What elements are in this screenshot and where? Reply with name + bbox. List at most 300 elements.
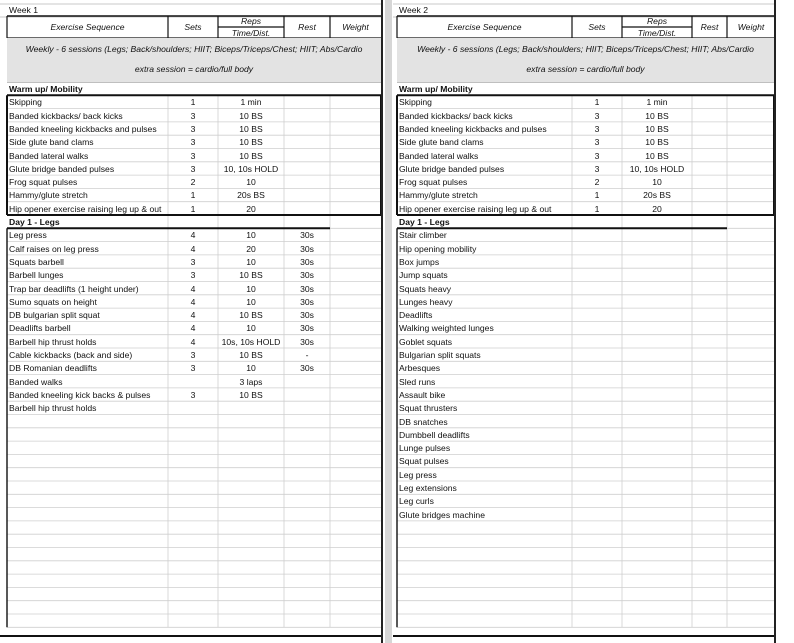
- rest-cell[interactable]: [284, 189, 330, 202]
- reps-cell[interactable]: 10: [246, 256, 256, 267]
- weight-cell[interactable]: [727, 189, 774, 202]
- table-row: [0, 203, 383, 216]
- reps-cell[interactable]: 10: [246, 296, 256, 307]
- rest-cell[interactable]: [692, 189, 727, 202]
- reps-cell[interactable]: [622, 429, 692, 442]
- exercise-name-cell[interactable]: Leg curls: [399, 496, 434, 507]
- sets-cell[interactable]: [572, 296, 622, 309]
- reps-cell[interactable]: 10 BS: [239, 123, 263, 134]
- weight-cell[interactable]: [727, 136, 774, 149]
- rest-cell[interactable]: 30s: [300, 230, 314, 241]
- exercise-name-cell[interactable]: Banded kickbacks/ back kicks: [9, 110, 123, 121]
- weight-cell[interactable]: [727, 376, 774, 389]
- sets-cell[interactable]: [168, 402, 218, 415]
- sets-cell[interactable]: 3: [190, 256, 196, 267]
- weight-cell[interactable]: [727, 283, 774, 296]
- rest-cell[interactable]: [692, 416, 727, 429]
- reps-cell[interactable]: [622, 309, 692, 322]
- rest-cell[interactable]: [284, 110, 330, 123]
- rest-cell[interactable]: [284, 136, 330, 149]
- reps-cell[interactable]: 10 BS: [239, 270, 263, 281]
- sets-cell[interactable]: [572, 283, 622, 296]
- sets-cell[interactable]: 3: [190, 270, 196, 281]
- weight-cell[interactable]: [330, 136, 381, 149]
- sets-cell[interactable]: 3: [190, 110, 196, 121]
- weight-cell[interactable]: [330, 189, 381, 202]
- weight-cell[interactable]: [727, 509, 774, 522]
- reps-cell[interactable]: 10: [246, 363, 256, 374]
- empty-row[interactable]: [393, 615, 776, 628]
- reps-cell[interactable]: 10, 10s HOLD: [223, 163, 279, 174]
- rest-cell[interactable]: [692, 389, 727, 402]
- exercise-name-cell[interactable]: Skipping: [9, 97, 42, 108]
- weight-cell[interactable]: [330, 362, 381, 375]
- rest-cell[interactable]: 30s: [300, 323, 314, 334]
- empty-row[interactable]: [0, 455, 383, 468]
- reps-cell[interactable]: 10: [246, 177, 256, 188]
- reps-cell[interactable]: [622, 229, 692, 242]
- reps-cell[interactable]: 10 BS: [239, 110, 263, 121]
- weight-cell[interactable]: [330, 283, 381, 296]
- reps-cell[interactable]: 10 BS: [645, 110, 669, 121]
- exercise-name-cell[interactable]: Leg press: [9, 230, 47, 241]
- rest-cell[interactable]: [692, 136, 727, 149]
- header-exercise: Exercise Sequence: [447, 22, 522, 32]
- empty-row[interactable]: [0, 535, 383, 548]
- rest-cell[interactable]: 30s: [300, 243, 314, 254]
- rest-cell[interactable]: [692, 349, 727, 362]
- rest-cell[interactable]: [692, 96, 727, 109]
- empty-row[interactable]: [393, 535, 776, 548]
- weight-cell[interactable]: [330, 176, 381, 189]
- reps-cell[interactable]: [218, 402, 284, 415]
- empty-row[interactable]: [0, 509, 383, 522]
- reps-cell[interactable]: [622, 402, 692, 415]
- reps-cell[interactable]: 10 BS: [239, 310, 263, 321]
- sets-cell[interactable]: 1: [190, 97, 196, 108]
- weight-cell[interactable]: [727, 455, 774, 468]
- rest-cell[interactable]: [692, 309, 727, 322]
- weight-cell[interactable]: [727, 416, 774, 429]
- reps-cell[interactable]: [622, 243, 692, 256]
- reps-cell[interactable]: 10: [246, 323, 256, 334]
- sets-cell[interactable]: 3: [594, 137, 600, 148]
- reps-cell[interactable]: 10 BS: [645, 123, 669, 134]
- sets-cell[interactable]: [572, 349, 622, 362]
- reps-cell[interactable]: 1 min: [240, 97, 262, 108]
- rest-cell[interactable]: [284, 123, 330, 136]
- empty-row[interactable]: [0, 575, 383, 588]
- rest-cell[interactable]: [284, 150, 330, 163]
- rest-cell[interactable]: [692, 296, 727, 309]
- sets-cell[interactable]: 3: [190, 150, 196, 161]
- weight-cell[interactable]: [330, 203, 381, 216]
- rest-cell[interactable]: [284, 96, 330, 109]
- table-row: [393, 176, 776, 189]
- exercise-name-cell[interactable]: Dumbbell deadlifts: [399, 429, 470, 440]
- exercise-name-cell[interactable]: Arbesques: [399, 363, 441, 374]
- exercise-name-cell[interactable]: Sled runs: [399, 376, 436, 387]
- weight-cell[interactable]: [330, 322, 381, 335]
- exercise-name-cell[interactable]: Squats barbell: [9, 256, 64, 267]
- weight-cell[interactable]: [330, 389, 381, 402]
- exercise-name-cell[interactable]: DB bulgarian split squat: [9, 310, 100, 321]
- weight-cell[interactable]: [330, 309, 381, 322]
- rest-cell[interactable]: 30s: [300, 283, 314, 294]
- reps-cell[interactable]: 1 min: [646, 97, 668, 108]
- reps-cell[interactable]: 10s, 10s HOLD: [221, 336, 281, 347]
- rest-cell[interactable]: [692, 123, 727, 136]
- rest-cell[interactable]: [692, 150, 727, 163]
- reps-cell[interactable]: 20s BS: [643, 190, 671, 201]
- exercise-name-cell[interactable]: Trap bar deadlifts (1 height under): [9, 283, 139, 294]
- weight-cell[interactable]: [727, 402, 774, 415]
- empty-row[interactable]: [393, 575, 776, 588]
- sets-cell[interactable]: [572, 229, 622, 242]
- weight-cell[interactable]: [330, 163, 381, 176]
- exercise-name-cell[interactable]: Glute bridge banded pulses: [399, 163, 505, 174]
- exercise-name-cell[interactable]: Barbell hip thrust holds: [9, 403, 97, 414]
- weight-cell[interactable]: [330, 229, 381, 242]
- empty-row[interactable]: [393, 549, 776, 562]
- sets-cell[interactable]: 3: [190, 389, 196, 400]
- reps-cell[interactable]: 10 BS: [239, 137, 263, 148]
- rest-cell[interactable]: [692, 362, 727, 375]
- sets-cell[interactable]: [572, 442, 622, 455]
- sets-cell[interactable]: [572, 322, 622, 335]
- empty-row[interactable]: [0, 429, 383, 442]
- reps-cell[interactable]: [622, 442, 692, 455]
- rest-cell[interactable]: [692, 110, 727, 123]
- sets-cell[interactable]: 4: [190, 310, 196, 321]
- rest-cell[interactable]: [692, 429, 727, 442]
- sets-cell[interactable]: 4: [190, 230, 196, 241]
- weight-cell[interactable]: [330, 349, 381, 362]
- sets-cell[interactable]: [572, 416, 622, 429]
- reps-cell[interactable]: 10 BS: [645, 150, 669, 161]
- empty-row[interactable]: [0, 469, 383, 482]
- sets-cell[interactable]: [572, 402, 622, 415]
- rest-cell[interactable]: [692, 402, 727, 415]
- sets-cell[interactable]: 3: [190, 137, 196, 148]
- rest-cell[interactable]: 30s: [300, 256, 314, 267]
- sets-cell[interactable]: [572, 336, 622, 349]
- rest-cell[interactable]: [692, 469, 727, 482]
- reps-cell[interactable]: 20: [652, 203, 662, 214]
- reps-cell[interactable]: 10 BS: [645, 137, 669, 148]
- empty-row[interactable]: [0, 416, 383, 429]
- sets-cell[interactable]: 3: [190, 363, 196, 374]
- exercise-name-cell[interactable]: Box jumps: [399, 256, 440, 267]
- rest-cell[interactable]: [284, 163, 330, 176]
- weight-cell[interactable]: [727, 243, 774, 256]
- reps-cell[interactable]: 20s BS: [237, 190, 265, 201]
- sets-cell[interactable]: [168, 376, 218, 389]
- rest-cell[interactable]: [692, 163, 727, 176]
- sets-cell[interactable]: 1: [190, 190, 196, 201]
- exercise-name-cell[interactable]: Jump squats: [399, 270, 448, 281]
- rest-cell[interactable]: 30s: [300, 270, 314, 281]
- header-time-dist: Time/Dist.: [231, 28, 271, 38]
- empty-row[interactable]: [0, 522, 383, 535]
- sets-cell[interactable]: 3: [190, 163, 196, 174]
- sets-cell[interactable]: [572, 269, 622, 282]
- weight-cell[interactable]: [330, 150, 381, 163]
- weight-cell[interactable]: [727, 469, 774, 482]
- exercise-name-cell[interactable]: Goblet squats: [399, 336, 453, 347]
- exercise-name-cell[interactable]: Frog squat pulses: [9, 177, 78, 188]
- reps-cell[interactable]: [622, 455, 692, 468]
- rest-cell[interactable]: [692, 455, 727, 468]
- rest-cell[interactable]: [692, 283, 727, 296]
- rest-cell[interactable]: [692, 376, 727, 389]
- reps-cell[interactable]: 10 BS: [239, 350, 263, 360]
- exercise-name-cell[interactable]: Frog squat pulses: [399, 177, 468, 188]
- sets-cell[interactable]: 3: [190, 123, 196, 134]
- weight-cell[interactable]: [330, 110, 381, 123]
- exercise-name-cell[interactable]: Squat thrusters: [399, 403, 458, 414]
- empty-row[interactable]: [393, 562, 776, 575]
- exercise-name-cell[interactable]: Hip opener exercise raising leg up & out: [399, 203, 552, 214]
- sets-cell[interactable]: [572, 256, 622, 269]
- rest-cell[interactable]: -: [305, 350, 309, 360]
- exercise-name-cell[interactable]: Glute bridge banded pulses: [9, 163, 115, 174]
- sets-cell[interactable]: 1: [594, 97, 600, 108]
- exercise-name-cell[interactable]: Calf raises on leg press: [9, 243, 99, 254]
- weight-cell[interactable]: [727, 163, 774, 176]
- sets-cell[interactable]: [572, 376, 622, 389]
- rest-cell[interactable]: [692, 229, 727, 242]
- reps-cell[interactable]: [622, 509, 692, 522]
- sets-cell[interactable]: [572, 309, 622, 322]
- rest-cell[interactable]: 30s: [300, 296, 314, 307]
- rest-cell[interactable]: [692, 322, 727, 335]
- reps-cell[interactable]: 20: [246, 203, 256, 214]
- sets-cell[interactable]: [572, 509, 622, 522]
- rest-cell[interactable]: [284, 203, 330, 216]
- exercise-name-cell[interactable]: Banded lateral walks: [399, 150, 479, 161]
- empty-row[interactable]: [0, 549, 383, 562]
- reps-cell[interactable]: [622, 389, 692, 402]
- sets-cell[interactable]: [572, 495, 622, 508]
- reps-cell[interactable]: [622, 362, 692, 375]
- weight-cell[interactable]: [727, 389, 774, 402]
- sets-cell[interactable]: 4: [190, 283, 196, 294]
- sets-cell[interactable]: 1: [594, 203, 600, 214]
- reps-cell[interactable]: 10: [246, 230, 256, 241]
- sets-cell[interactable]: [572, 243, 622, 256]
- sets-cell[interactable]: 3: [594, 110, 600, 121]
- exercise-name-cell[interactable]: Deadlifts barbell: [9, 323, 71, 334]
- exercise-name-cell[interactable]: Banded kneeling kick backs & pulses: [9, 389, 151, 400]
- empty-row[interactable]: [393, 602, 776, 615]
- weight-cell[interactable]: [727, 322, 774, 335]
- exercise-name-cell[interactable]: Banded lateral walks: [9, 150, 89, 161]
- reps-cell[interactable]: 10 BS: [239, 150, 263, 161]
- sets-cell[interactable]: [572, 362, 622, 375]
- weight-cell[interactable]: [727, 442, 774, 455]
- rest-cell[interactable]: [692, 203, 727, 216]
- weight-cell[interactable]: [727, 269, 774, 282]
- reps-cell[interactable]: [622, 376, 692, 389]
- reps-cell[interactable]: [622, 283, 692, 296]
- weight-cell[interactable]: [727, 309, 774, 322]
- reps-cell[interactable]: [622, 322, 692, 335]
- rest-cell[interactable]: [692, 442, 727, 455]
- exercise-name-cell[interactable]: Leg extensions: [399, 483, 457, 493]
- weight-cell[interactable]: [330, 243, 381, 256]
- weight-cell[interactable]: [727, 336, 774, 349]
- sets-cell[interactable]: 4: [190, 296, 196, 307]
- sets-cell[interactable]: 3: [594, 163, 600, 174]
- weight-cell[interactable]: [330, 376, 381, 389]
- exercise-name-cell[interactable]: Assault bike: [399, 389, 446, 400]
- exercise-name-cell[interactable]: Skipping: [399, 97, 432, 108]
- rest-cell[interactable]: 30s: [300, 310, 314, 321]
- sets-cell[interactable]: 3: [594, 150, 600, 161]
- exercise-name-cell[interactable]: Banded kickbacks/ back kicks: [399, 110, 513, 121]
- weight-cell[interactable]: [727, 110, 774, 123]
- exercise-name-cell[interactable]: Cable kickbacks (back and side): [9, 350, 133, 360]
- empty-row[interactable]: [0, 495, 383, 508]
- exercise-name-cell[interactable]: DB Romanian deadlifts: [9, 363, 97, 374]
- exercise-name-cell[interactable]: Lunge pulses: [399, 443, 451, 454]
- reps-cell[interactable]: [622, 495, 692, 508]
- sets-cell[interactable]: [572, 389, 622, 402]
- sets-cell[interactable]: 4: [190, 323, 196, 334]
- sets-cell[interactable]: 4: [190, 336, 196, 347]
- rest-cell[interactable]: [692, 495, 727, 508]
- reps-cell[interactable]: 10, 10s HOLD: [629, 163, 685, 174]
- rest-cell[interactable]: [692, 269, 727, 282]
- exercise-name-cell[interactable]: Barbell lunges: [9, 270, 64, 281]
- empty-row[interactable]: [0, 482, 383, 495]
- rest-cell[interactable]: [284, 176, 330, 189]
- sets-cell[interactable]: 1: [190, 203, 196, 214]
- exercise-name-cell[interactable]: Glute bridges machine: [399, 509, 485, 520]
- weight-cell[interactable]: [727, 176, 774, 189]
- weight-cell[interactable]: [727, 229, 774, 242]
- empty-row[interactable]: [0, 602, 383, 615]
- sets-cell[interactable]: 3: [190, 350, 196, 360]
- exercise-name-cell[interactable]: Bulgarian split squats: [399, 350, 481, 360]
- weight-cell[interactable]: [330, 269, 381, 282]
- rest-cell[interactable]: [692, 482, 727, 495]
- sets-cell[interactable]: 3: [594, 123, 600, 134]
- exercise-name-cell[interactable]: Stair climber: [399, 230, 447, 241]
- reps-cell[interactable]: [622, 269, 692, 282]
- sets-cell[interactable]: 2: [594, 177, 600, 188]
- table-row: [393, 336, 776, 349]
- exercise-name-cell[interactable]: Squat pulses: [399, 456, 449, 467]
- weight-cell[interactable]: [727, 96, 774, 109]
- exercise-name-cell[interactable]: Leg press: [399, 469, 437, 480]
- rest-cell[interactable]: [692, 509, 727, 522]
- weight-cell[interactable]: [330, 123, 381, 136]
- weight-cell[interactable]: [727, 482, 774, 495]
- exercise-name-cell[interactable]: Hip opening mobility: [399, 243, 477, 254]
- exercise-name-cell[interactable]: Hammy/glute stretch: [399, 190, 478, 201]
- rest-cell[interactable]: [692, 176, 727, 189]
- exercise-name-cell[interactable]: Walking weighted lunges: [399, 323, 494, 334]
- sets-cell[interactable]: 1: [594, 190, 600, 201]
- reps-cell[interactable]: [622, 336, 692, 349]
- empty-row[interactable]: [0, 442, 383, 455]
- sets-cell[interactable]: [572, 429, 622, 442]
- rest-cell[interactable]: 30s: [300, 363, 314, 374]
- sets-cell[interactable]: [572, 455, 622, 468]
- reps-cell[interactable]: 20: [246, 243, 256, 254]
- weight-cell[interactable]: [330, 256, 381, 269]
- weight-cell[interactable]: [727, 349, 774, 362]
- exercise-name-cell[interactable]: Side glute band clams: [399, 137, 484, 148]
- weight-cell[interactable]: [330, 296, 381, 309]
- exercise-name-cell[interactable]: Hip opener exercise raising leg up & out: [9, 203, 162, 214]
- weight-cell[interactable]: [330, 402, 381, 415]
- exercise-name-cell[interactable]: Side glute band clams: [9, 137, 94, 148]
- reps-cell[interactable]: 10: [246, 283, 256, 294]
- rest-cell[interactable]: [692, 243, 727, 256]
- exercise-name-cell[interactable]: Barbell hip thrust holds: [9, 336, 97, 347]
- exercise-name-cell[interactable]: Banded kneeling kickbacks and pulses: [399, 123, 547, 134]
- reps-cell[interactable]: [622, 349, 692, 362]
- rest-cell[interactable]: [692, 336, 727, 349]
- weight-cell[interactable]: [330, 336, 381, 349]
- exercise-name-cell[interactable]: Sumo squats on height: [9, 296, 97, 307]
- reps-cell[interactable]: [622, 256, 692, 269]
- weight-cell[interactable]: [727, 429, 774, 442]
- empty-row[interactable]: [0, 615, 383, 628]
- weight-cell[interactable]: [330, 96, 381, 109]
- table-row: [0, 322, 383, 335]
- sets-cell[interactable]: 4: [190, 243, 196, 254]
- rest-cell[interactable]: [284, 402, 330, 415]
- sets-cell[interactable]: [572, 482, 622, 495]
- reps-cell[interactable]: 10: [652, 177, 662, 188]
- weight-cell[interactable]: [727, 362, 774, 375]
- rest-cell[interactable]: [284, 376, 330, 389]
- reps-cell[interactable]: [622, 416, 692, 429]
- exercise-name-cell[interactable]: Lunges heavy: [399, 296, 453, 307]
- rest-cell[interactable]: 30s: [300, 336, 314, 347]
- weight-cell[interactable]: [727, 256, 774, 269]
- reps-cell[interactable]: 10 BS: [239, 389, 263, 400]
- rest-cell[interactable]: [692, 256, 727, 269]
- sets-cell[interactable]: [572, 469, 622, 482]
- weight-cell[interactable]: [727, 495, 774, 508]
- reps-cell[interactable]: [622, 296, 692, 309]
- weight-cell[interactable]: [727, 296, 774, 309]
- weight-cell[interactable]: [727, 150, 774, 163]
- exercise-name-cell[interactable]: Deadlifts: [399, 310, 433, 321]
- exercise-name-cell[interactable]: Squats heavy: [399, 283, 452, 294]
- rest-cell[interactable]: [284, 389, 330, 402]
- empty-row[interactable]: [0, 562, 383, 575]
- empty-row[interactable]: [393, 522, 776, 535]
- empty-row[interactable]: [393, 588, 776, 601]
- exercise-name-cell[interactable]: DB snatches: [399, 416, 448, 427]
- weight-cell[interactable]: [727, 203, 774, 216]
- exercise-name-cell[interactable]: Hammy/glute stretch: [9, 190, 88, 201]
- weight-cell[interactable]: [727, 123, 774, 136]
- reps-cell[interactable]: 3 laps: [239, 376, 263, 387]
- reps-cell[interactable]: [622, 469, 692, 482]
- exercise-name-cell[interactable]: Banded walks: [9, 376, 63, 387]
- reps-cell[interactable]: [622, 482, 692, 495]
- empty-row[interactable]: [0, 588, 383, 601]
- sets-cell[interactable]: 2: [190, 177, 196, 188]
- exercise-name-cell[interactable]: Banded kneeling kickbacks and pulses: [9, 123, 157, 134]
